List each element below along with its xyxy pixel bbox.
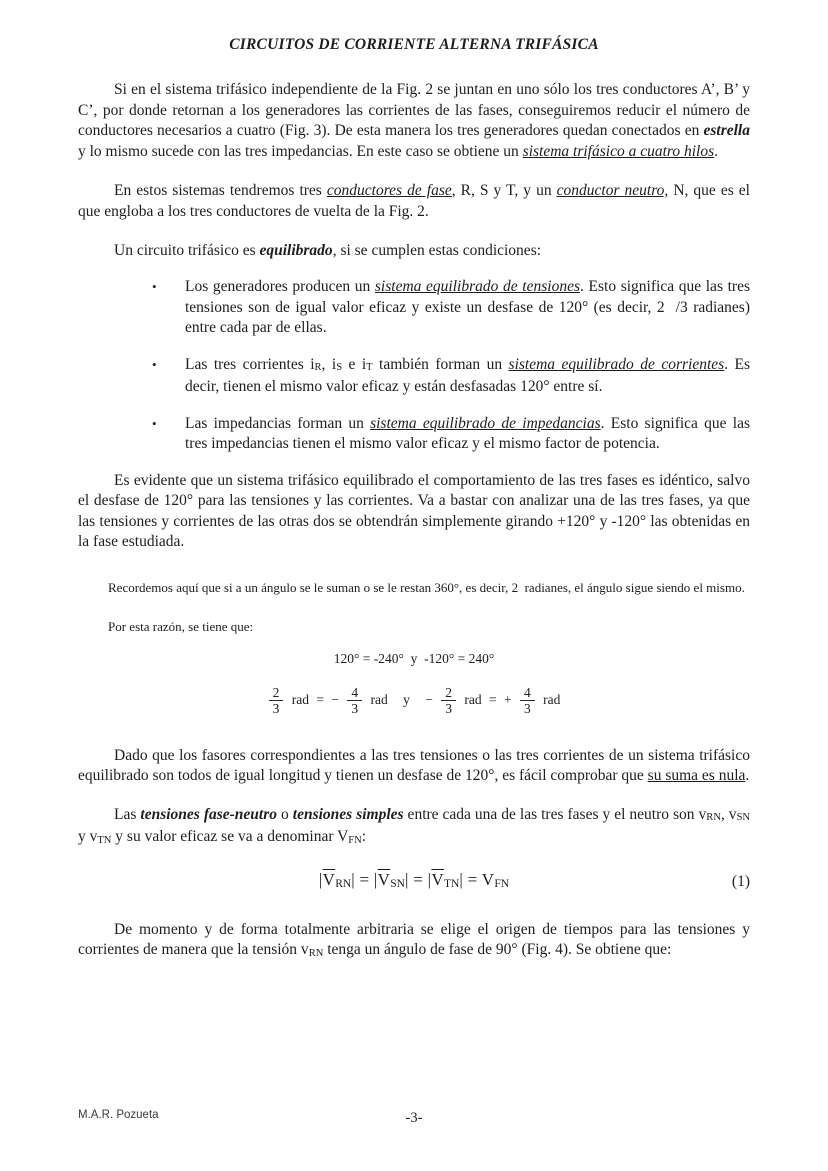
list-item-text: Los generadores producen un sistema equilibrado de tensiones. Esto significa que las tres tensiones son de igual valor eficaz y existe un desfase de 120° (es decir, 2 /3 radianes) entre cada par de ellas.: [185, 278, 751, 336]
document-title: CIRCUITOS DE CORRIENTE ALTERNA TRIFÁSICA: [229, 36, 599, 53]
paragraph-balanced-intro: Un circuito trifásico es equilibrado, si se cumplen estas condiciones:: [114, 242, 542, 259]
list-item-text: Las impedancias forman un sistema equilibrado de impedancias. Esto significa que las tres impedancias tienen el mismo valor eficaz y el mismo factor de potencia.: [185, 414, 751, 452]
note-reason: Por esta razón, se tiene que:: [108, 618, 254, 634]
paragraph-phasors-sum: Dado que los fasores correspondientes a las tres tensiones o las tres corrientes de un sistema trifásico equilibrado son todos de igual longitud y tienen un desfase de 120°, es fácil comprobar que su suma es nula.: [78, 746, 750, 784]
list-item-text: Las tres corrientes iR, iS e iT también forman un sistema equilibrado de corrientes. Es decir, tienen el mismo valor eficaz y están desfasadas 120° entre sí.: [185, 355, 751, 395]
conditions-list: [78, 277, 750, 455]
paragraph-conductors: En estos sistemas tendremos tres conductores de fase, R, S y T, y un conductor neutro, N, que es el que engloba a los tres conductores de vuelta de la Fig. 2.: [78, 182, 750, 220]
footer-author: M.A.R. Pozueta: [78, 1109, 159, 1121]
list-item: [152, 414, 750, 455]
list-item: [152, 277, 750, 339]
paragraph-time-origin: De momento y de forma totalmente arbitraria se elige el origen de tiempos para las tensiones y corrientes de manera que la tensión vRN tenga un ángulo de fase de 90° (Fig. 4). Se obtiene que:: [78, 920, 750, 959]
equation-1-body: $|\overline{V}RN| = |\overline{V}SN| = |\overline{V}TN|$ = VFN: [318, 869, 510, 890]
fraction: $\frac{2}{3}$: [441, 685, 456, 716]
paragraph-intro: Si en el sistema trifásico independiente de la Fig. 2 se juntan en uno sólo los tres conductores A’, B’ y C’, por donde retornan a los generadores las corrientes de las fases, conseguiremos reducir el número de conductores necesarios a cuatro (Fig. 3). De esta manera los tres generadores quedan conectados en estrella y lo mismo sucede con las tres impedancias. En este caso se obtiene un sistema trifásico a cuatro hilos.: [78, 81, 750, 160]
footer-page-number: -3-: [405, 1110, 423, 1126]
radian-equivalence-formula: $\frac{2}{3}$ rad = − $\frac{4}{3}$ rad y − $\frac{2}{3}$ rad = + $\frac{4}{3}$ rad: [78, 679, 750, 721]
fraction: $\frac{2}{3}$: [269, 685, 284, 716]
note-angle-360: Recordemos aquí que si a un ángulo se le suman o se le restan 360°, es decir, 2 radianes, el ángulo sigue siendo el mismo.: [108, 579, 745, 595]
equation-1: [78, 870, 750, 900]
bullet-marker: •: [152, 356, 157, 372]
bullet-marker: •: [152, 279, 157, 294]
equation-1-number: (1): [731, 872, 750, 890]
paragraph-phase-neutral-voltages: Las tensiones fase-neutro o tensiones simples entre cada una de las tres fases y el neutro son vRN, vSN y vTN y su valor eficaz se va a denominar VFN:: [78, 805, 751, 846]
list-item: [152, 355, 750, 398]
document-content: [78, 0, 750, 978]
fraction: $\frac{4}{3}$: [347, 685, 362, 716]
paragraph-identical-behaviour: Es evidente que un sistema trifásico equilibrado el comportamiento de las tres fases es idéntico, salvo el desfase de 120° para las tensiones y las corrientes. Va a bastar con analizar una de las tres fases, ya que las tensiones y corrientes de las otras dos se obtendrán simplemente girando +120° y -120° las obtenidas en la fase estudiada.: [78, 471, 750, 550]
angle-equivalence-formula: 120° = -240° y -120° = 240°: [333, 650, 495, 666]
fraction: $\frac{4}{3}$: [520, 685, 535, 716]
bullet-marker: •: [152, 415, 157, 431]
